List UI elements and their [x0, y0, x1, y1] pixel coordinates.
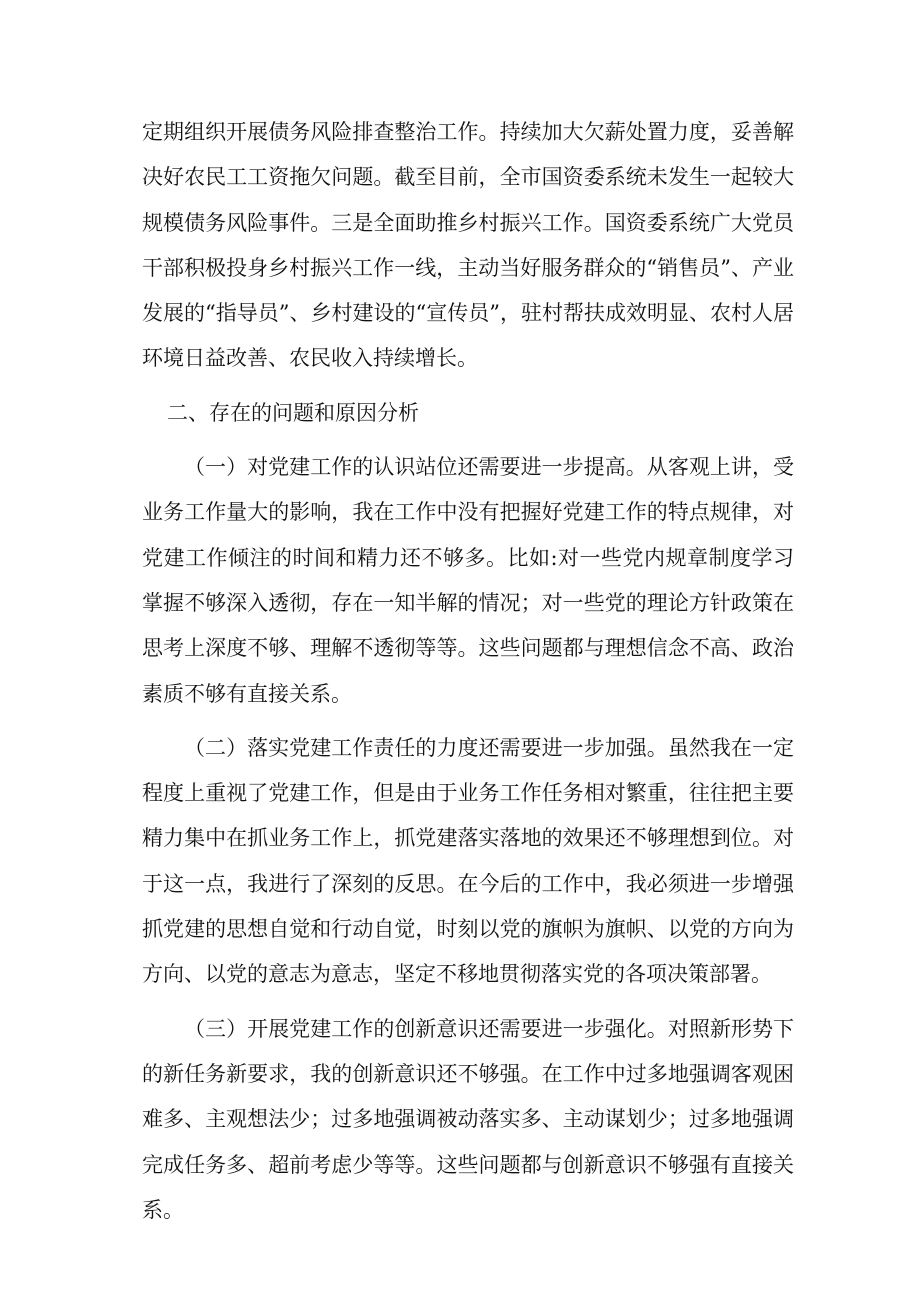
section-heading: 二、存在的问题和原因分析: [167, 400, 419, 425]
paragraph-issue-3: （三）开展党建工作的创新意识还需要进一步强化。对照新形势下的新任务新要求，我的创新意识还不够强。在工作中过多地强调客观困难多、主观想法少；过多地强调被动落实多、主动谋划少；过多地强调完成任务多、超前考虑少等等。这些问题都与创新意识不够强有直接关系。: [142, 1016, 794, 1222]
paragraph-issue-1: （一）对党建工作的认识站位还需要进一步提高。从客观上讲，受业务工作量大的影响，我在工作中没有把握好党建工作的特点规律，对党建工作倾注的时间和精力还不够多。比如:对一些党内规章制度学习掌握不够深入透彻，存在一知半解的情况；对一些党的理论方针政策在思考上深度不够、理解不透彻等等。这些问题都与理想信念不高、政治素质不够有直接关系。: [142, 455, 794, 706]
paragraph-continuation: 定期组织开展债务风险排查整治工作。持续加大欠薪处置力度，妥善解决好农民工工资拖欠问题。截至目前，全市国资委系统未发生一起较大规模债务风险事件。三是全面助推乡村振兴工作。国资委系统广大党员干部积极投身乡村振兴工作一线，主动当好服务群众的“销售员”、产业发展的“指导员”、乡村建设的“宣传员”，驻村帮扶成效明显、农村人居环境日益改善、农民收入持续增长。: [142, 120, 794, 371]
document-body: [142, 110, 794, 1233]
paragraph-issue-2: （二）落实党建工作责任的力度还需要进一步加强。虽然我在一定程度上重视了党建工作，但是由于业务工作任务相对繁重，往往把主要精力集中在抓业务工作上，抓党建落实落地的效果还不够理想到位。对于这一点，我进行了深刻的反思。在今后的工作中，我必须进一步增强抓党建的思想自觉和行动自觉，时刻以党的旗帜为旗帜、以党的方向为方向、以党的意志为意志，坚定不移地贯彻落实党的各项决策部署。: [142, 735, 794, 987]
